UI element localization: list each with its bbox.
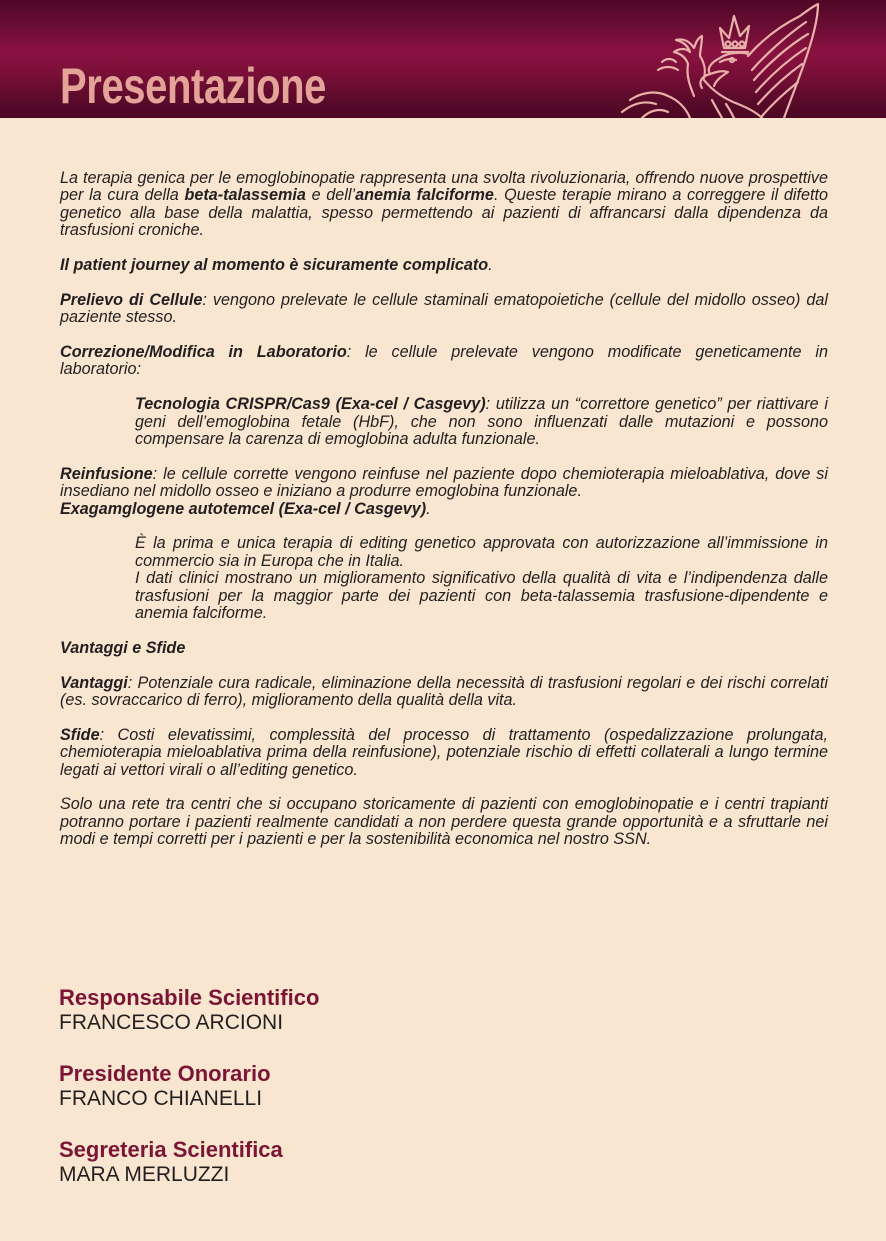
intro-paragraph: La terapia genica per le emoglobinopatie rappresenta una svolta rivoluzionaria, offrendo nuove prospettive per la cura della beta-talassemia e dell’anemia falciforme. Queste terapie mirano a correggere il difetto genetico alla base della malattia, spesso permettendo ai pazienti di affrancarsi dalla dipendenza da trasfusioni croniche. [60, 169, 828, 240]
credit-name: FRANCO CHIANELLI [59, 1087, 263, 1110]
credit-role: Responsabile Scientifico [59, 985, 320, 1010]
page-title: Presentazione [60, 58, 327, 114]
exagam-detail-2: I dati clinici mostrano un miglioramento significativo della qualità di vita e l’indipendenza dalle trasfusioni per la maggior parte dei pazienti con beta-talassemia trasfusione-dipendente e anemia falciforme. [135, 569, 828, 623]
credit-role: Segreteria Scientifica [59, 1137, 283, 1162]
credit-block [59, 985, 319, 1035]
credit-name: FRANCESCO ARCIONI [59, 1011, 284, 1034]
sfide-paragraph: Sfide: Costi elevatissimi, complessità del processo di trattamento (ospedalizzazione prolungata, chemioterapia mieloablativa prima della reinfusione), potenziale rischio di effetti collaterali a lungo termine legati ai vettori virali o all’editing genetico. [60, 725, 828, 779]
prelievo-paragraph: Prelievo di Cellule: vengono prelevate le cellule staminali ematopoietiche (cellule del midollo osseo) dal paziente stesso. [60, 290, 828, 327]
reinfusione-paragraph: Reinfusione: le cellule corrette vengono reinfuse nel paziente dopo chemioterapia mieloablativa, dove si insediano nel midollo osseo e iniziano a produrre emoglobina funzionale. [60, 464, 828, 501]
credit-name: MARA MERLUZZI [59, 1163, 230, 1186]
crispr-paragraph: Tecnologia CRISPR/Cas9 (Exa-cel / Casgevy): utilizza un “correttore genetico” per riattivare i geni dell’emoglobina fetale (HbF), che non sono influenzati dalle mutazioni e possono compensare la carenza di emoglobina adulta funzionale. [135, 395, 828, 449]
vantaggi-paragraph: Vantaggi: Potenziale cura radicale, eliminazione della necessità di trasfusioni regolari e dei rischi correlati (es. sovraccarico di ferro), miglioramento della qualità della vita. [60, 673, 828, 710]
credits-section [59, 985, 319, 1213]
correzione-paragraph: Correzione/Modifica in Laboratorio: le cellule prelevate vengono modificate geneticamente in laboratorio: [60, 343, 828, 379]
beta-talassemia-term: beta-talassemia [184, 186, 306, 205]
credit-block [59, 1061, 319, 1111]
exagam-paragraph: Exagamglogene autotemcel (Exa-cel / Casgevy). [60, 499, 431, 518]
anemia-falciforme-term: anemia falciforme [355, 186, 494, 205]
journey-paragraph: Il patient journey al momento è sicuramente complicato. [60, 256, 493, 275]
page-header [0, 0, 886, 118]
credit-role: Presidente Onorario [59, 1061, 271, 1086]
crowned-griffin-icon [602, 0, 832, 118]
vantaggi-sfide-heading: Vantaggi e Sfide [60, 638, 186, 657]
exagam-detail-1: È la prima e unica terapia di editing genetico approvata con autorizzazione all’immissione in commercio sia in Europa che in Italia. [135, 534, 828, 570]
main-content [60, 170, 828, 866]
credit-block [59, 1137, 319, 1187]
conclusion-paragraph: Solo una rete tra centri che si occupano storicamente di pazienti con emoglobinopatie e i centri trapianti potranno portare i pazienti realmente candidati a non perdere questa grande opportunità e a sfruttarle nei modi e tempi corretti per i pazienti e per la sostenibilità economica nel nostro SSN. [60, 795, 828, 849]
